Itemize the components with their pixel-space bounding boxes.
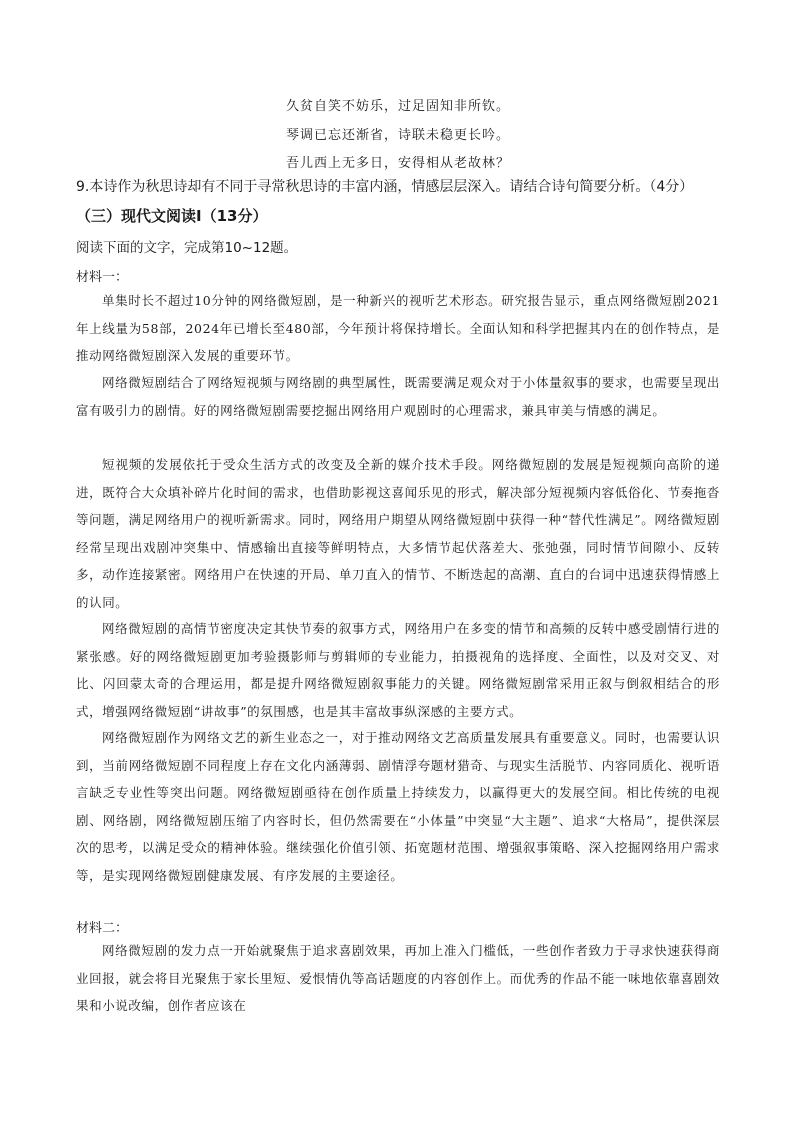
section-title: （三）现代文阅读Ⅰ（13分） <box>76 207 268 225</box>
section-instruction: 阅读下面的文字，完成第10~12题。 <box>76 240 298 256</box>
poem-line-3: 吾儿西上无多日，安得相从老故林？ <box>286 156 511 171</box>
material-2-paragraph-1: 网络微短剧的发力点一开始就聚焦于追求喜剧效果，再加上准入门槛低，一些创作者致力于寻求快速获得商业回报，就会将目光聚焦于家长里短、爱恨情仇等高话题度的内容创作上。而优秀的作品不能一味地依靠喜剧效果和小说改编，创作者应该在 <box>76 943 720 1013</box>
question-9: 9.本诗作为秋思诗却有不同于寻常秋思诗的丰富内涵，情感层层深入。请结合诗句简要分析。（4分） <box>76 179 694 195</box>
material-1-paragraph-3: 短视频的发展依托于受众生活方式的改变及全新的媒介技术手段。网络微短剧的发展是短视频向高阶的递进，既符合大众填补碎片化时间的需求，也借助影视这喜闻乐见的形式，解决部分短视频内容低俗化、节奏拖沓等问题，满足网络用户的视听新需求。同时，网络用户期望从网络微短剧中获得一种“替代性满足”。网络微短剧经常呈现出戏剧冲突集中、情感输出直接等鲜明特点，大多情节起伏落差大、张弛强，同时情节间隙小、反转多，动作连接紧密。网络用户在快速的开局、单刀直入的情节、不断迭起的高潮、直白的台词中迅速获得情感上的认同。 <box>76 457 720 610</box>
material-1-paragraph-5: 网络微短剧作为网络文艺的新生业态之一，对于推动网络文艺高质量发展具有重要意义。同时，也需要认识到，当前网络微短剧不同程度上存在文化内涵薄弱、剧情浮夸题材猎奇、与现实生活脱节、内容同质化、视听语言缺乏专业性等突出问题。网络微短剧亟待在创作质量上持续发力，以赢得更大的发展空间。相比传统的电视剧、网络剧，网络微短剧压缩了内容时长，但仍然需要在“小体量”中突显“大主题”、追求“大格局”，提供深层次的思考，以满足受众的精神体验。继续强化价值引领、拓宽题材范围、增强叙事策略、深入挖掘网络用户需求等，是实现网络微短剧健康发展、有序发展的主要途径。 <box>76 730 720 883</box>
material-1-paragraph-1: 单集时长不超过10分钟的网络微短剧，是一种新兴的视听艺术形态。研究报告显示，重点网络微短剧2021年上线量为58部，2024年已增长至480部，今年预计将保持增长。全面认知和科学把握其内在的创作特点，是推动网络微短剧深入发展的重要环节。 <box>76 293 720 363</box>
poem-line-1: 久贫自笑不妨乐，过足固知非所钦。 <box>286 99 511 114</box>
material-1-paragraph-4: 网络微短剧的高情节密度决定其快节奏的叙事方式，网络用户在多变的情节和高频的反转中感受剧情行进的紧张感。好的网络微短剧更加考验摄影师与剪辑师的专业能力，拍摄视角的选择度、全面性，以及对交叉、对比、闪回蒙太奇的合理运用，都是提升网络微短剧叙事能力的关键。网络微短剧常采用正叙与倒叙相结合的形式，增强网络微短剧“讲故事”的氛围感，也是其丰富故事纵深感的主要方式。 <box>76 621 720 719</box>
poem-line-2: 琴调已忘还渐省，诗联未稳更长吟。 <box>286 128 511 143</box>
material-1-paragraph-2: 网络微短剧结合了网络短视频与网络剧的典型属性，既需要满足观众对于小体量叙事的要求，也需要呈现出富有吸引力的剧情。好的网络微短剧需要挖掘出网络用户观剧时的心理需求，兼具审美与情感的满足。 <box>76 375 720 418</box>
material-1-label: 材料一： <box>76 270 129 285</box>
material-2-label: 材料二： <box>76 921 129 936</box>
